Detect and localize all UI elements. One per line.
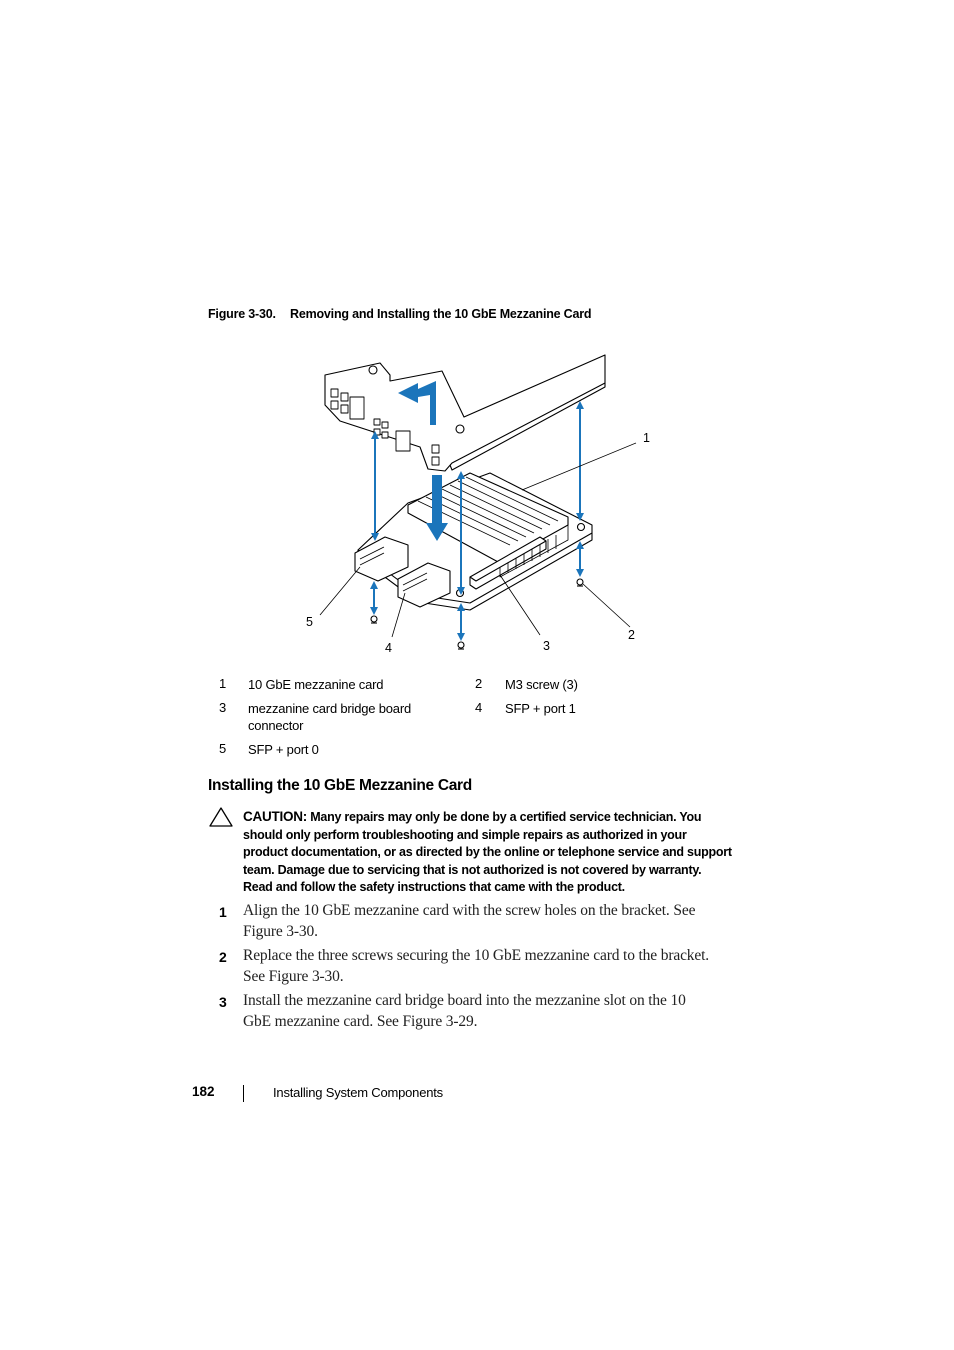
figure-title: Removing and Installing the 10 GbE Mezzanine Card [290, 307, 592, 321]
legend-num-5: 5 [219, 741, 227, 756]
legend-text-3: mezzanine card bridge board connector [248, 701, 411, 733]
legend-num-1: 1 [219, 676, 227, 691]
caution-notice [243, 808, 733, 897]
legend-num-2: 2 [475, 676, 483, 691]
step-text-3: Install the mezzanine card bridge board into the mezzanine slot on the 10 GbE mezzanine card. See Figure 3-29. [243, 992, 686, 1030]
screw-left [371, 616, 377, 623]
callout-1: 1 [643, 431, 650, 445]
caution-text: Many repairs may only be done by a certified service technician. You should only perform troubleshooting and simple repairs as authorized in your product documentation, or as directed by the online or telephone service and support team. Damage due to servicing that is not authorized is not covered by warranty. Read and follow the safety instructions that came with the product. [243, 810, 732, 895]
screw-right [577, 579, 583, 586]
legend-num-4: 4 [475, 700, 483, 715]
page-number: 182 [192, 1084, 215, 1099]
step-num-1: 1 [219, 904, 227, 920]
step-text-1: Align the 10 GbE mezzanine card with the screw holes on the bracket. See Figure 3-30. [243, 902, 696, 940]
figure-number: Figure 3-30. [208, 307, 276, 321]
callout-5: 5 [306, 615, 313, 629]
legend-num-3: 3 [219, 700, 227, 715]
legend-text-2: M3 screw (3) [505, 677, 578, 692]
screw-middle [458, 642, 464, 649]
legend-text-4: SFP + port 1 [505, 701, 576, 716]
caution-label: CAUTION: [243, 809, 307, 824]
figure-caption [208, 307, 591, 321]
bracket [325, 355, 605, 471]
step-text-2: Replace the three screws securing the 10 GbE mezzanine card to the bracket. See Figure 3-30. [243, 947, 710, 985]
mezzanine-card-illustration [300, 345, 660, 665]
callout-4: 4 [385, 641, 392, 655]
callout-2: 2 [628, 628, 635, 642]
step-num-3: 3 [219, 994, 227, 1010]
legend-text-5: SFP + port 0 [248, 742, 319, 757]
step-num-2: 2 [219, 949, 227, 965]
footer-chapter: Installing System Components [273, 1085, 443, 1100]
section-heading: Installing the 10 GbE Mezzanine Card [208, 777, 472, 794]
footer-divider [243, 1085, 244, 1102]
callout-3: 3 [543, 639, 550, 653]
legend-text-1: 10 GbE mezzanine card [248, 677, 384, 692]
caution-icon [208, 806, 234, 828]
